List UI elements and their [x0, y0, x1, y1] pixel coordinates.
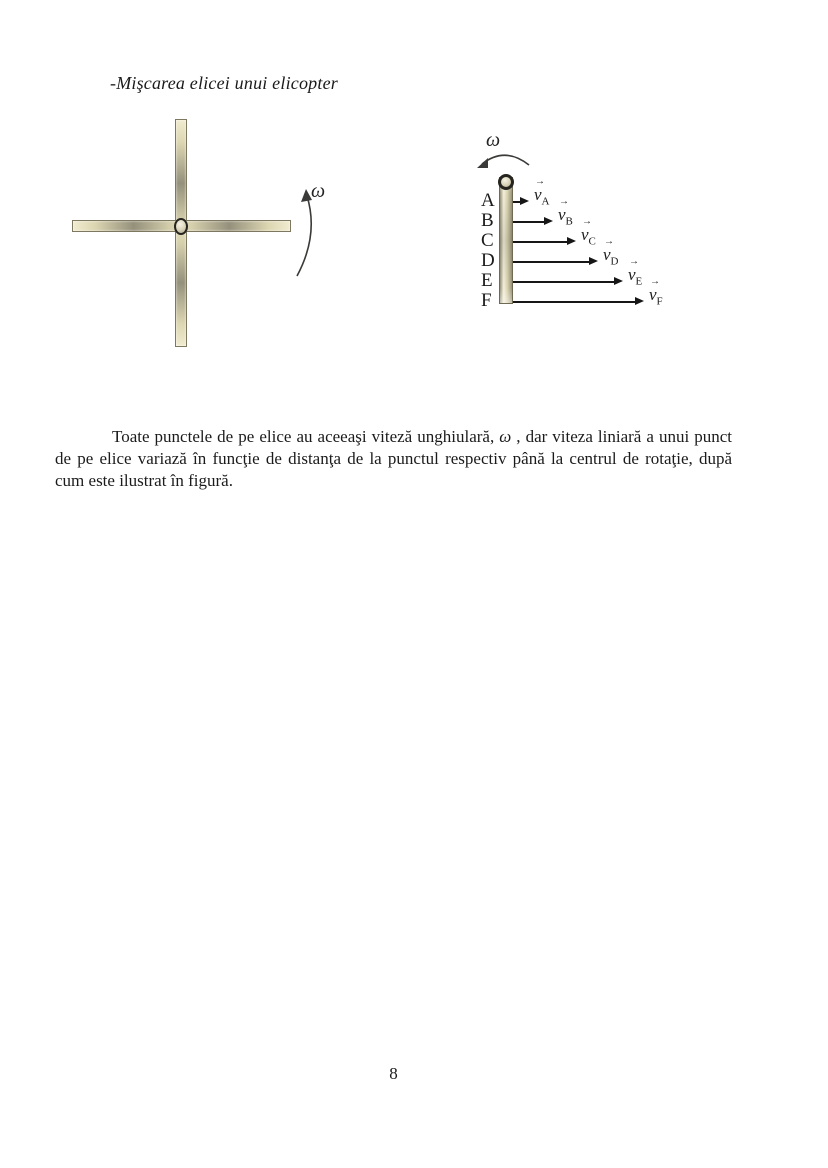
blade — [499, 177, 513, 304]
velocity-vector-label — [628, 256, 643, 288]
vector-subscript: A — [541, 195, 550, 208]
section-title: -Mişcarea elicei unui elicopter — [110, 73, 338, 93]
vector-subscript: F — [656, 295, 663, 308]
body-paragraph — [55, 426, 732, 492]
point-label: D — [481, 250, 495, 271]
paragraph-text: , dar viteza liniară a unui punct de pe elice variază în funcţie de distanţa de la punctul respectiv până la centrul de rotaţie, după cum este ilustrat în figură. — [55, 427, 732, 490]
vector-subscript: B — [565, 215, 573, 228]
vector-subscript: D — [610, 255, 619, 268]
vector-symbol: v — [603, 245, 611, 264]
vector-hat-icon: → — [535, 176, 545, 187]
vector-subscript: C — [588, 235, 596, 248]
vector-symbol: v — [581, 225, 589, 244]
velocity-arrow-icon — [513, 201, 520, 203]
propeller-figure — [60, 110, 350, 355]
velocity-arrow-icon — [513, 241, 567, 243]
vector-hat-icon: → — [650, 276, 660, 287]
velocity-arrow-icon — [513, 281, 614, 283]
vector-symbol: v — [628, 265, 636, 284]
propeller-hub — [174, 218, 188, 235]
vector-hat-icon: → — [629, 256, 639, 267]
point-label: A — [481, 190, 495, 211]
velocity-arrow-icon — [513, 221, 544, 223]
velocity-vector-label — [603, 236, 619, 268]
point-label: E — [481, 270, 493, 291]
velocity-vector-label — [581, 216, 596, 248]
omega-symbol: ω — [486, 129, 501, 151]
velocity-arrow-icon — [513, 301, 635, 303]
paragraph-text: Toate punctele de pe elice au aceeaşi viteză unghiulară, — [112, 427, 500, 446]
vector-subscript: E — [635, 275, 643, 288]
vector-hat-icon: → — [604, 236, 614, 247]
point-label: B — [481, 210, 494, 231]
velocity-figure — [470, 125, 710, 320]
blade-hub — [498, 174, 514, 190]
page-number: 8 — [389, 1064, 398, 1083]
vector-hat-icon: → — [582, 216, 592, 227]
point-label: C — [481, 230, 494, 251]
omega-symbol: ω — [499, 427, 512, 446]
omega-symbol: ω — [311, 180, 326, 202]
velocity-vector-label — [558, 196, 573, 228]
velocity-vector-label — [649, 276, 663, 308]
vector-hat-icon: → — [559, 196, 569, 207]
velocity-arrow-icon — [513, 261, 589, 263]
vector-symbol: v — [649, 285, 657, 304]
vector-symbol: v — [534, 185, 542, 204]
velocity-vector-label — [534, 176, 550, 208]
vector-symbol: v — [558, 205, 566, 224]
point-label: F — [481, 290, 492, 311]
